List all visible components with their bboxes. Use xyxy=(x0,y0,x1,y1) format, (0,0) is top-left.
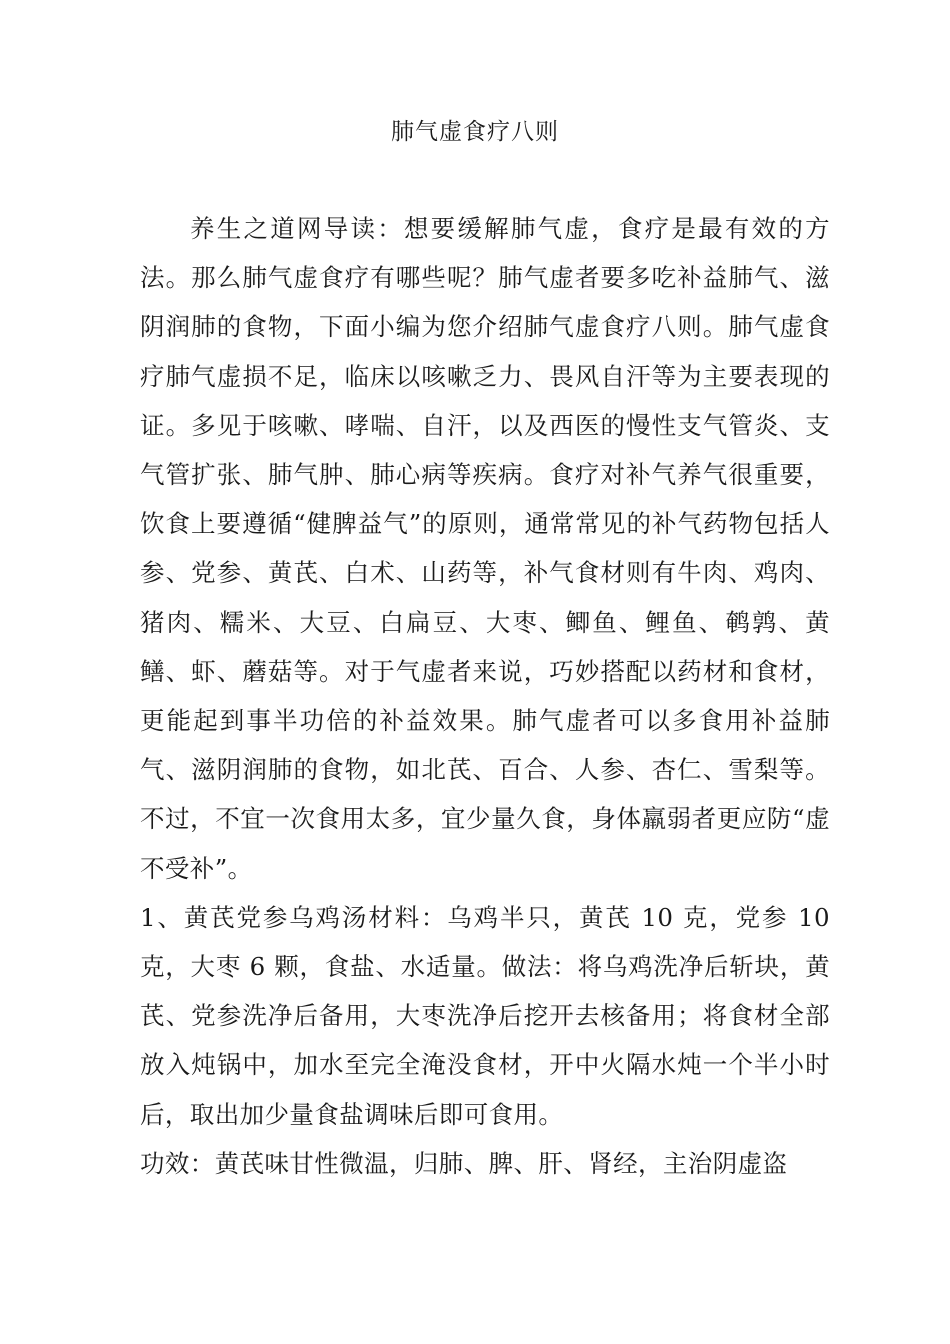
effect-paragraph: 功效：黄芪味甘性微温，归肺、脾、肝、肾经，主治阴虚盗 xyxy=(140,1148,788,1178)
intro-paragraph: 养生之道网导读：想要缓解肺气虚，食疗是最有效的方法。那么肺气虚食疗有哪些呢？肺气虚者要多吃补益肺气、滋阴润肺的食物，下面小编为您介绍肺气虚食疗八则。肺气虚食疗肺气虚损不足，临床以咳嗽乏力、畏风自汗等为主要表现的证。多见于咳嗽、哮喘、自汗，以及西医的慢性支气管炎、支气管扩张、肺气肿、肺心病等疾病。食疗对补气养气很重要，饮食上要遵循“健脾益气”的原则，通常常见的补气药物包括人参、党参、黄芪、白术、山药等，补气食材则有牛肉、鸡肉、猪肉、糯米、大豆、白扁豆、大枣、鲫鱼、鲤鱼、鹌鹑、黄鳝、虾、蘑菇等。对于气虚者来说，巧妙搭配以药材和食材，更能起到事半功倍的补益效果。肺气虚者可以多食用补益肺气、滋阴润肺的食物，如北芪、百合、人参、杏仁、雪梨等。不过，不宜一次食用太多，宜少量久食，身体羸弱者更应防“虚不受补”。 xyxy=(140,214,830,883)
page-title: 肺气虚食疗八则 xyxy=(391,119,559,145)
document-body xyxy=(140,204,830,1188)
recipe-paragraph: 1、黄芪党参乌鸡汤材料：乌鸡半只，黄芪 10 克，党参 10 克，大枣 6 颗，食盐、水适量。做法：将乌鸡洗净后斩块，黄芪、党参洗净后备用，大枣洗净后挖开去核备用；将食材全部放入炖锅中，加水至完全淹没食材，开中火隔水炖一个半小时后，取出加少量食盐调味后即可食用。 xyxy=(140,902,830,1129)
